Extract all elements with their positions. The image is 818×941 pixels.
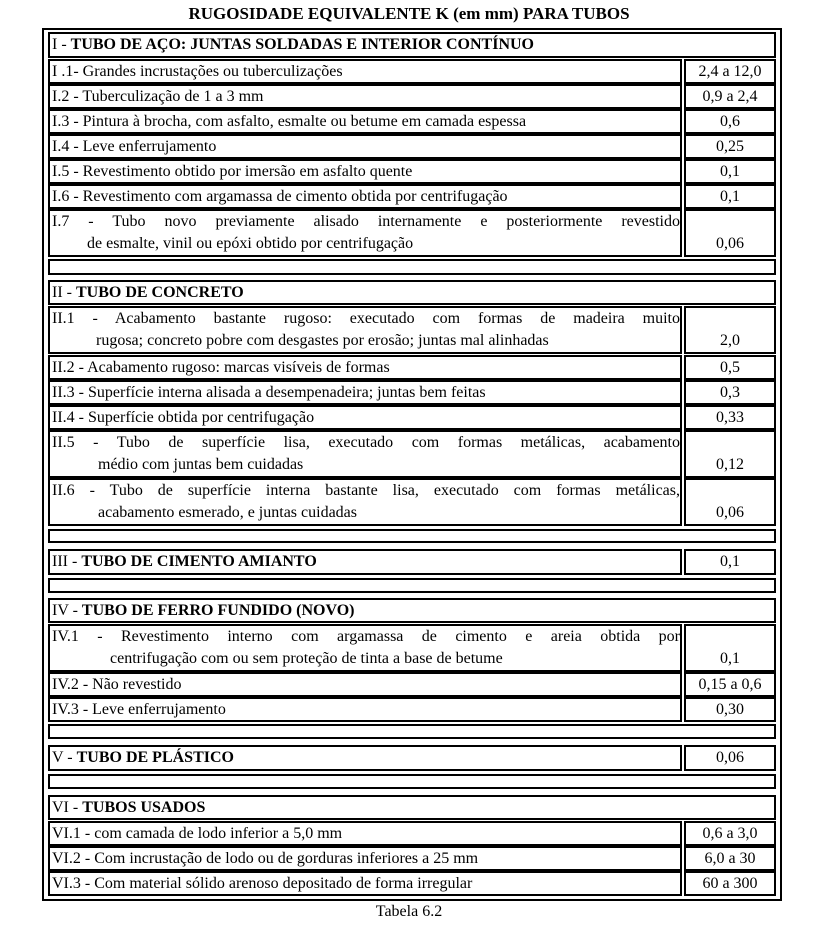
table-row-value: 0,12 xyxy=(684,430,776,478)
table-row-desc: II.2 - Acabamento rugoso: marcas visíveis de formas xyxy=(48,355,682,380)
table-row-value: 0,30 xyxy=(684,697,776,722)
section-header: II - TUBO DE CONCRETO xyxy=(48,280,776,305)
desc-line-2: acabamento esmerado, e juntas cuidadas xyxy=(98,504,357,521)
table-row-desc: I .1- Grandes incrustações ou tuberculizações xyxy=(48,59,682,84)
table-title: RUGOSIDADE EQUIVALENTE K (em mm) PARA TUBOS xyxy=(188,4,630,23)
section-header: IV - TUBO DE FERRO FUNDIDO (NOVO) xyxy=(48,598,776,623)
table-row-desc xyxy=(48,430,682,478)
table-row-value: 0,33 xyxy=(684,405,776,430)
table-row-desc xyxy=(48,306,682,354)
table-row-desc: IV.3 - Leve enferrujamento xyxy=(48,697,682,722)
table-row-value: 0,3 xyxy=(684,380,776,405)
table-row-value: 0,25 xyxy=(684,134,776,159)
table-row-desc: I.3 - Pintura à brocha, com asfalto, esmalte ou betume em camada espessa xyxy=(48,109,682,134)
table-row-desc: II.4 - Superfície obtida por centrifugação xyxy=(48,405,682,430)
table-row-value: 0,15 a 0,6 xyxy=(684,672,776,697)
desc-line-1: II.6 - Tubo de superfície interna bastante lisa, executado com formas metálicas, xyxy=(52,482,680,499)
section-header: III - TUBO DE CIMENTO AMIANTO xyxy=(48,549,682,575)
table-row-desc: VI.2 - Com incrustação de lodo ou de gorduras inferiores a 25 mm xyxy=(48,846,682,871)
table-row-desc: VI.3 - Com material sólido arenoso depositado de forma irregular xyxy=(48,871,682,896)
table-row-desc xyxy=(48,478,682,526)
table-row-value: 0,06 xyxy=(684,209,776,257)
table-row-value: 0,5 xyxy=(684,355,776,380)
desc-line-2: centrifugação com ou sem proteção de tinta a base de betume xyxy=(110,650,503,667)
desc-line-2: rugosa; concreto pobre com desgastes por erosão; juntas mal alinhadas xyxy=(96,332,549,349)
table-row-value: 0,1 xyxy=(684,624,776,672)
table-row-desc xyxy=(48,624,682,672)
desc-line-1: IV.1 - Revestimento interno com argamassa de cimento e areia obtida por xyxy=(52,628,680,645)
table-row-desc: I.6 - Revestimento com argamassa de cimento obtida por centrifugação xyxy=(48,184,682,209)
table-row-value: 0,06 xyxy=(684,745,776,771)
table-row-value: 2,0 xyxy=(684,306,776,354)
table-frame xyxy=(42,28,782,901)
table-row-desc: I.2 - Tuberculização de 1 a 3 mm xyxy=(48,84,682,109)
table-row-value: 60 a 300 xyxy=(684,871,776,896)
table-row-desc: II.3 - Superfície interna alisada a desempenadeira; juntas bem feitas xyxy=(48,380,682,405)
table-row-desc: IV.2 - Não revestido xyxy=(48,672,682,697)
desc-line-2: médio com juntas bem cuidadas xyxy=(98,456,304,473)
table-row-desc: I.4 - Leve enferrujamento xyxy=(48,134,682,159)
table-row-desc: VI.1 - com camada de lodo inferior a 5,0 mm xyxy=(48,821,682,846)
table-row-value: 0,9 a 2,4 xyxy=(684,84,776,109)
section-header: V - TUBO DE PLÁSTICO xyxy=(48,745,682,771)
section-spacer xyxy=(48,578,776,593)
table-row-value: 2,4 a 12,0 xyxy=(684,59,776,84)
table-row-desc: I.5 - Revestimento obtido por imersão em asfalto quente xyxy=(48,159,682,184)
table-row-desc xyxy=(48,209,682,257)
desc-line-1: I.7 - Tubo novo previamente alisado internamente e posteriormente revestido xyxy=(52,213,680,230)
desc-line-1: II.1 - Acabamento bastante rugoso: executado com formas de madeira muito xyxy=(52,310,680,327)
table-row-value: 0,1 xyxy=(684,549,776,575)
section-spacer xyxy=(48,259,776,275)
section-spacer xyxy=(48,774,776,789)
table-caption: Tabela 6.2 xyxy=(375,903,443,920)
section-spacer xyxy=(48,724,776,739)
table-row-value: 6,0 a 30 xyxy=(684,846,776,871)
desc-line-1: II.5 - Tubo de superfície lisa, executado com formas metálicas, acabamento xyxy=(52,434,680,451)
section-header: VI - TUBOS USADOS xyxy=(48,795,776,820)
table-row-value: 0,6 xyxy=(684,109,776,134)
table-row-value: 0,6 a 3,0 xyxy=(684,821,776,846)
desc-line-2: de esmalte, vinil ou epóxi obtido por centrifugação xyxy=(87,235,414,252)
table-row-value: 0,1 xyxy=(684,184,776,209)
section-spacer xyxy=(48,529,776,543)
table-row-value: 0,1 xyxy=(684,159,776,184)
section-header: I - TUBO DE AÇO: JUNTAS SOLDADAS E INTERIOR CONTÍNUO xyxy=(48,32,776,58)
table-row-value: 0,06 xyxy=(684,478,776,526)
